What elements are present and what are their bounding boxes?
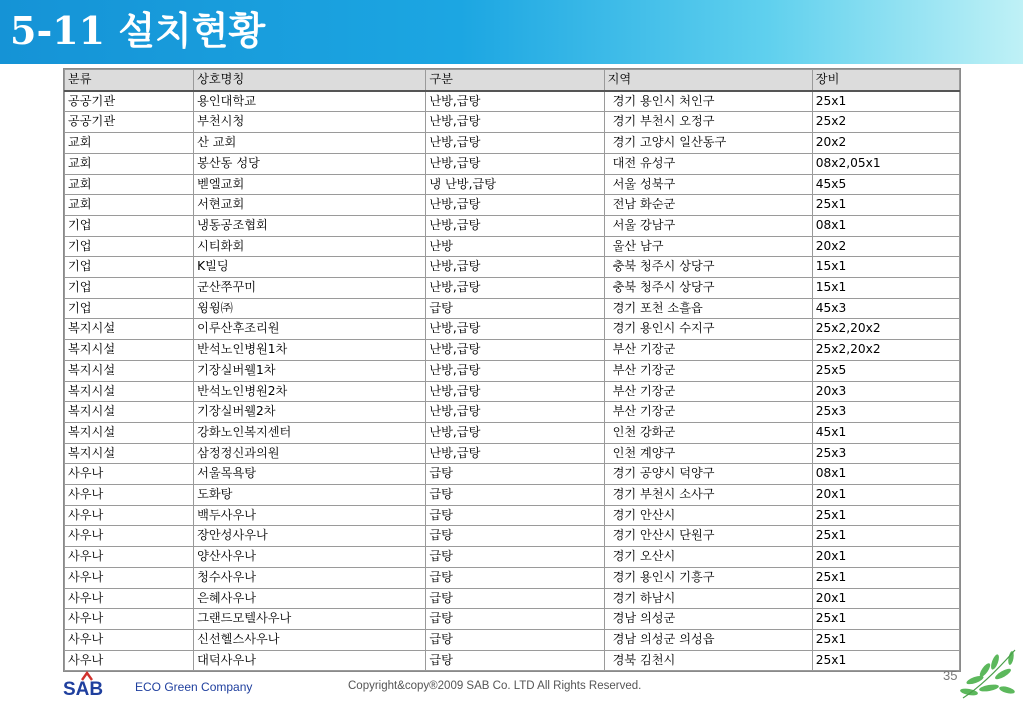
- cell-name: 강화노인복지센터: [194, 422, 426, 443]
- table-row: [65, 91, 960, 112]
- footer-copyright: Copyright&copy®2009 SAB Co. LTD All Rights Reserved.: [348, 680, 642, 692]
- table-row: [65, 298, 960, 319]
- cell-name: 장안성사우나: [194, 526, 426, 547]
- table-row: [65, 319, 960, 340]
- table-row: [65, 422, 960, 443]
- cell-region: 경기 부천시 소사구: [604, 485, 812, 506]
- table-row: [65, 588, 960, 609]
- table-body: [65, 91, 960, 671]
- cell-category: 복지시설: [65, 360, 194, 381]
- cell-category: 사우나: [65, 526, 194, 547]
- cell-region: 인천 계양구: [604, 443, 812, 464]
- cell-category: 사우나: [65, 588, 194, 609]
- cell-name: 벧엘교회: [194, 174, 426, 195]
- table-header-row: [65, 70, 960, 91]
- cell-name: 은혜사우나: [194, 588, 426, 609]
- installation-table-container: [63, 68, 961, 672]
- cell-equipment: 20x1: [812, 485, 959, 506]
- table-row: [65, 278, 960, 299]
- cell-type: 난방,급탕: [426, 360, 604, 381]
- cell-type: 난방,급탕: [426, 443, 604, 464]
- cell-category: 공공기관: [65, 91, 194, 112]
- cell-type: 급탕: [426, 609, 604, 630]
- cell-type: 난방,급탕: [426, 133, 604, 154]
- table-row: [65, 174, 960, 195]
- cell-category: 교회: [65, 174, 194, 195]
- cell-name: 서울목욕탕: [194, 464, 426, 485]
- cell-name: 기장실버웰2차: [194, 402, 426, 423]
- table-row: [65, 485, 960, 506]
- cell-category: 기업: [65, 215, 194, 236]
- cell-category: 복지시설: [65, 381, 194, 402]
- cell-equipment: 25x1: [812, 526, 959, 547]
- cell-equipment: 25x1: [812, 505, 959, 526]
- cell-category: 사우나: [65, 609, 194, 630]
- table-row: [65, 236, 960, 257]
- header-category: 분류: [65, 70, 194, 91]
- cell-region: 경기 하남시: [604, 588, 812, 609]
- cell-region: 부산 기장군: [604, 381, 812, 402]
- cell-equipment: 45x3: [812, 298, 959, 319]
- cell-region: 경기 안산시 단원구: [604, 526, 812, 547]
- cell-region: 부산 기장군: [604, 340, 812, 361]
- cell-category: 교회: [65, 195, 194, 216]
- cell-type: 난방,급탕: [426, 402, 604, 423]
- cell-category: 사우나: [65, 547, 194, 568]
- table-row: [65, 505, 960, 526]
- cell-category: 복지시설: [65, 443, 194, 464]
- cell-region: 전남 화순군: [604, 195, 812, 216]
- cell-category: 사우나: [65, 650, 194, 671]
- cell-region: 부산 기장군: [604, 360, 812, 381]
- cell-category: 사우나: [65, 485, 194, 506]
- cell-name: 신선헬스사우나: [194, 629, 426, 650]
- table-row: [65, 464, 960, 485]
- cell-type: 난방,급탕: [426, 91, 604, 112]
- table-row: [65, 650, 960, 671]
- cell-type: 급탕: [426, 547, 604, 568]
- cell-equipment: 25x3: [812, 402, 959, 423]
- cell-equipment: 08x2,05x1: [812, 153, 959, 174]
- table-row: [65, 195, 960, 216]
- sab-logo: [63, 668, 123, 698]
- table-row: [65, 153, 960, 174]
- cell-type: 난방,급탕: [426, 112, 604, 133]
- table-row: [65, 360, 960, 381]
- cell-category: 사우나: [65, 464, 194, 485]
- cell-type: 급탕: [426, 588, 604, 609]
- cell-region: 충북 청주시 상당구: [604, 257, 812, 278]
- table-row: [65, 443, 960, 464]
- table-row: [65, 215, 960, 236]
- cell-name: 군산쭈꾸미: [194, 278, 426, 299]
- cell-name: 반석노인병원2차: [194, 381, 426, 402]
- sab-logo-icon: [63, 668, 123, 698]
- table-row: [65, 381, 960, 402]
- cell-type: 냉 난방,급탕: [426, 174, 604, 195]
- cell-name: 부천시청: [194, 112, 426, 133]
- cell-name: 반석노인병원1차: [194, 340, 426, 361]
- cell-equipment: 45x1: [812, 422, 959, 443]
- page-number: 35: [943, 668, 958, 683]
- table-row: [65, 567, 960, 588]
- cell-equipment: 45x5: [812, 174, 959, 195]
- cell-name: 봉산동 성당: [194, 153, 426, 174]
- header-type: 구분: [426, 70, 604, 91]
- cell-type: 급탕: [426, 629, 604, 650]
- table-row: [65, 112, 960, 133]
- cell-name: 양산사우나: [194, 547, 426, 568]
- cell-region: 경기 오산시: [604, 547, 812, 568]
- cell-region: 서울 강남구: [604, 215, 812, 236]
- header-equipment: 장비: [812, 70, 959, 91]
- table-header: [65, 70, 960, 91]
- cell-name: 냉동공조협회: [194, 215, 426, 236]
- table-row: [65, 547, 960, 568]
- cell-equipment: 25x1: [812, 609, 959, 630]
- page-title: 5-11 설치현황: [10, 8, 266, 53]
- cell-region: 울산 남구: [604, 236, 812, 257]
- cell-category: 사우나: [65, 505, 194, 526]
- cell-region: 부산 기장군: [604, 402, 812, 423]
- cell-type: 난방,급탕: [426, 278, 604, 299]
- leaf-decoration-icon: [955, 640, 1023, 708]
- cell-equipment: 25x2,20x2: [812, 340, 959, 361]
- cell-category: 복지시설: [65, 422, 194, 443]
- cell-equipment: 20x2: [812, 133, 959, 154]
- cell-region: 경기 용인시 수지구: [604, 319, 812, 340]
- cell-type: 급탕: [426, 650, 604, 671]
- cell-equipment: 20x3: [812, 381, 959, 402]
- cell-name: 산 교회: [194, 133, 426, 154]
- cell-type: 급탕: [426, 464, 604, 485]
- cell-name: 대덕사우나: [194, 650, 426, 671]
- cell-name: 윙윙㈜: [194, 298, 426, 319]
- cell-name: 청수사우나: [194, 567, 426, 588]
- footer-tagline: ECO Green Company: [135, 680, 253, 694]
- cell-category: 기업: [65, 298, 194, 319]
- cell-type: 난방,급탕: [426, 319, 604, 340]
- cell-equipment: 20x1: [812, 547, 959, 568]
- cell-category: 복지시설: [65, 402, 194, 423]
- cell-equipment: 25x5: [812, 360, 959, 381]
- cell-name: 그랜드모텔사우나: [194, 609, 426, 630]
- cell-category: 기업: [65, 257, 194, 278]
- header-name: 상호명칭: [194, 70, 426, 91]
- cell-equipment: 08x1: [812, 464, 959, 485]
- cell-equipment: 25x2: [812, 112, 959, 133]
- cell-type: 난방,급탕: [426, 422, 604, 443]
- cell-category: 교회: [65, 133, 194, 154]
- cell-region: 경기 고양시 일산동구: [604, 133, 812, 154]
- cell-name: K빌딩: [194, 257, 426, 278]
- cell-type: 난방,급탕: [426, 215, 604, 236]
- cell-equipment: 25x1: [812, 195, 959, 216]
- cell-region: 경기 공양시 덕양구: [604, 464, 812, 485]
- cell-name: 용인대학교: [194, 91, 426, 112]
- table-row: [65, 402, 960, 423]
- cell-name: 기장실버웰1차: [194, 360, 426, 381]
- cell-type: 난방,급탕: [426, 381, 604, 402]
- cell-type: 난방,급탕: [426, 257, 604, 278]
- cell-region: 인천 강화군: [604, 422, 812, 443]
- cell-equipment: 25x1: [812, 91, 959, 112]
- cell-type: 급탕: [426, 485, 604, 506]
- cell-category: 사우나: [65, 567, 194, 588]
- cell-type: 난방,급탕: [426, 340, 604, 361]
- cell-name: 도화탕: [194, 485, 426, 506]
- cell-name: 백두사우나: [194, 505, 426, 526]
- cell-type: 난방,급탕: [426, 195, 604, 216]
- cell-region: 충북 청주시 상당구: [604, 278, 812, 299]
- cell-category: 복지시설: [65, 319, 194, 340]
- cell-category: 기업: [65, 236, 194, 257]
- cell-type: 급탕: [426, 526, 604, 547]
- cell-region: 서울 성북구: [604, 174, 812, 195]
- table-row: [65, 340, 960, 361]
- cell-type: 난방: [426, 236, 604, 257]
- cell-region: 경북 김천시: [604, 650, 812, 671]
- cell-category: 사우나: [65, 629, 194, 650]
- cell-type: 급탕: [426, 505, 604, 526]
- cell-region: 경기 부천시 오정구: [604, 112, 812, 133]
- cell-equipment: 15x1: [812, 278, 959, 299]
- logo-text: SAB: [63, 679, 104, 698]
- cell-name: 삼정정신과의원: [194, 443, 426, 464]
- cell-equipment: 15x1: [812, 257, 959, 278]
- table-row: [65, 526, 960, 547]
- cell-type: 난방,급탕: [426, 153, 604, 174]
- cell-region: 경남 의성군: [604, 609, 812, 630]
- cell-equipment: 25x3: [812, 443, 959, 464]
- cell-equipment: 25x1: [812, 567, 959, 588]
- cell-name: 이루산후조리원: [194, 319, 426, 340]
- cell-type: 급탕: [426, 298, 604, 319]
- cell-name: 시티화회: [194, 236, 426, 257]
- cell-category: 교회: [65, 153, 194, 174]
- cell-equipment: 08x1: [812, 215, 959, 236]
- cell-type: 급탕: [426, 567, 604, 588]
- cell-equipment: 25x1: [812, 650, 959, 671]
- cell-equipment: 25x2,20x2: [812, 319, 959, 340]
- table-row: [65, 609, 960, 630]
- cell-category: 복지시설: [65, 340, 194, 361]
- installation-table: [64, 69, 960, 671]
- cell-category: 공공기관: [65, 112, 194, 133]
- cell-region: 대전 유성구: [604, 153, 812, 174]
- cell-category: 기업: [65, 278, 194, 299]
- cell-region: 경기 용인시 기흥구: [604, 567, 812, 588]
- cell-region: 경기 포천 소흘읍: [604, 298, 812, 319]
- cell-region: 경남 의성군 의성읍: [604, 629, 812, 650]
- leaf-decoration: [955, 640, 1023, 712]
- cell-region: 경기 용인시 처인구: [604, 91, 812, 112]
- table-row: [65, 133, 960, 154]
- cell-equipment: 25x1: [812, 629, 959, 650]
- cell-name: 서현교회: [194, 195, 426, 216]
- cell-region: 경기 안산시: [604, 505, 812, 526]
- header-region: 지역: [604, 70, 812, 91]
- table-row: [65, 629, 960, 650]
- table-row: [65, 257, 960, 278]
- cell-equipment: 20x2: [812, 236, 959, 257]
- cell-equipment: 20x1: [812, 588, 959, 609]
